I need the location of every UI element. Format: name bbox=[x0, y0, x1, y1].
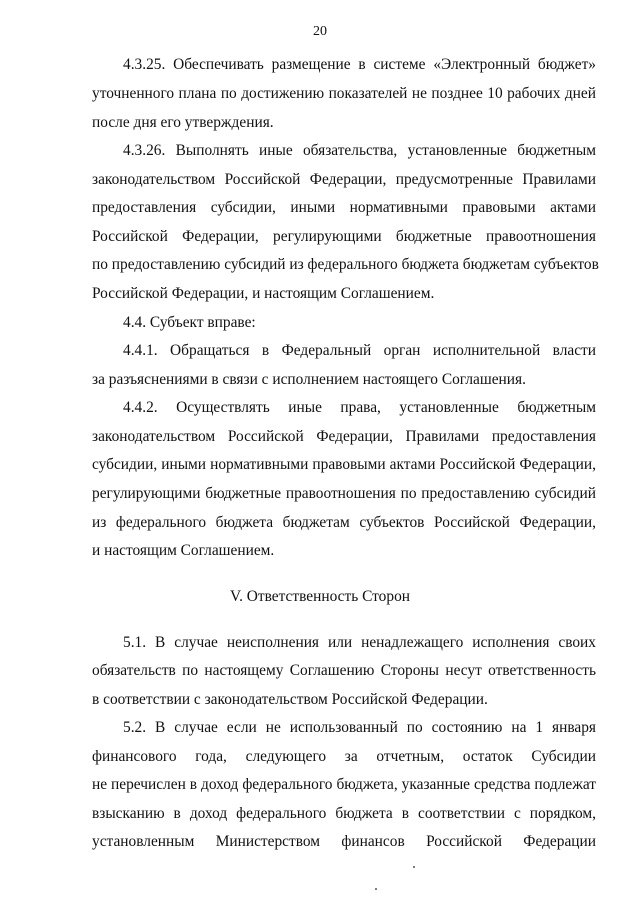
paragraph-4-4-1: 4.4.1. Обращаться в Федеральный орган исполнительной власти bbox=[123, 342, 596, 359]
text-line: предоставления субсидии, иными нормативными правовыми актами bbox=[92, 199, 596, 216]
text-line: финансового года, следующего за отчетным, остаток Субсидии bbox=[92, 748, 596, 765]
text-line: из федерального бюджета бюджетам субъектов Российской Федерации, bbox=[92, 514, 596, 531]
text-line: в соответствии с законодательством Российской Федерации. bbox=[92, 691, 488, 708]
text-line: регулирующими бюджетные правоотношения по предоставлению субсидий bbox=[92, 485, 596, 502]
text-line: не перечислен в доход федерального бюджета, указанные средства подлежат bbox=[92, 776, 596, 793]
text-line: после дня его утверждения. bbox=[92, 114, 274, 131]
text-line: по предоставлению субсидий из федерального бюджета бюджетам субъектов bbox=[92, 256, 599, 273]
section-heading: V. Ответственность Сторон bbox=[229, 588, 411, 605]
paragraph-4-3-25: 4.3.25. Обеспечивать размещение в системе «Электронный бюджет» bbox=[123, 56, 596, 73]
text-line: Российской Федерации, и настоящим Соглашением. bbox=[92, 285, 435, 302]
paragraph-4-3-26: 4.3.26. Выполнять иные обязательства, установленные бюджетным bbox=[123, 142, 596, 159]
text-line: уточненного плана по достижению показателей не позднее 10 рабочих дней bbox=[92, 85, 596, 102]
page-number: 20 bbox=[313, 24, 327, 39]
scan-speck bbox=[413, 866, 415, 868]
paragraph-5-2: 5.2. В случае если не использованный по состоянию на 1 января bbox=[123, 719, 596, 736]
paragraph-5-1: 5.1. В случае неисполнения или ненадлежащего исполнения своих bbox=[123, 634, 596, 651]
text-line: законодательством Российской Федерации, предусмотренные Правилами bbox=[92, 171, 596, 188]
text-line: и настоящим Соглашением. bbox=[92, 542, 275, 559]
paragraph-4-4: 4.4. Субъект вправе: bbox=[123, 314, 256, 331]
paragraph-4-4-2: 4.4.2. Осуществлять иные права, установленные бюджетным bbox=[123, 399, 596, 416]
text-line: Российской Федерации, регулирующими бюджетные правоотношения bbox=[92, 228, 596, 245]
text-line: обязательств по настоящему Соглашению Стороны несут ответственность bbox=[92, 662, 596, 679]
text-line: законодательством Российской Федерации, Правилами предоставления bbox=[92, 428, 596, 445]
text-line: субсидии, иными нормативными правовыми актами Российской Федерации, bbox=[92, 456, 596, 473]
text-line: за разъяснениями в связи с исполнением настоящего Соглашения. bbox=[92, 371, 526, 388]
text-line: взысканию в доход федерального бюджета в соответствии с порядком, bbox=[92, 805, 596, 822]
scan-speck bbox=[375, 888, 377, 890]
text-line: установленным Министерством финансов Российской Федерации bbox=[92, 833, 596, 850]
